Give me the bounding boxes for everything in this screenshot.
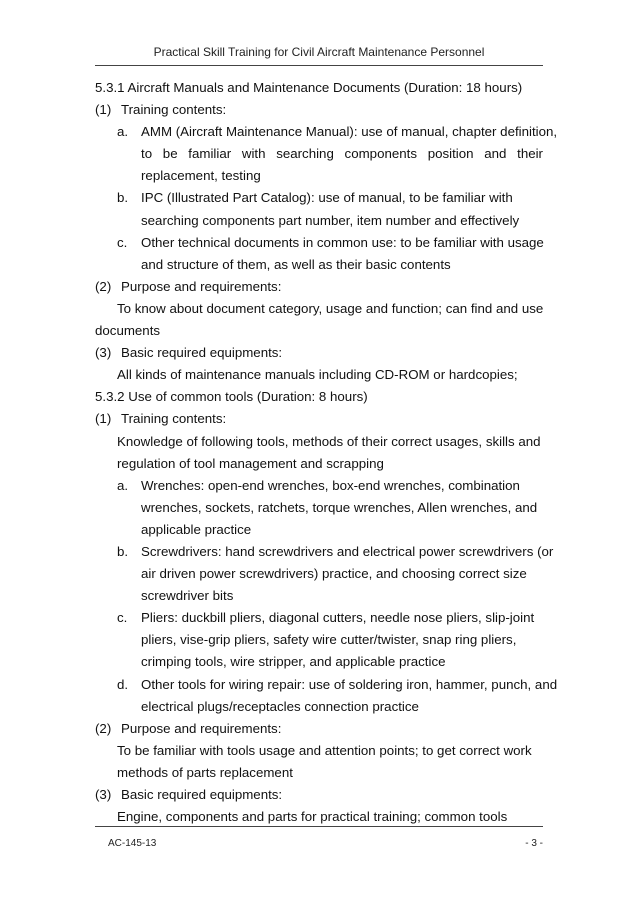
subsection-label: Training contents: bbox=[121, 102, 227, 118]
list-marker: (1) bbox=[95, 102, 112, 118]
text-line: Pliers: duckbill pliers, diagonal cutters, needle nose pliers, slip-joint bbox=[141, 610, 535, 626]
subsection-label: Purpose and requirements: bbox=[121, 720, 282, 736]
text-line: Other technical documents in common use: to be familiar with usage bbox=[141, 234, 544, 250]
text-line: All kinds of maintenance manuals including CD-ROM or hardcopies; bbox=[117, 367, 518, 383]
section-heading-5-3-2: 5.3.2 Use of common tools (Duration: 8 hours) bbox=[95, 389, 368, 405]
list-item-c bbox=[95, 607, 543, 629]
text-line: wrenches, sockets, ratchets, torque wrenches, Allen wrenches, and bbox=[141, 499, 538, 515]
list-marker: (2) bbox=[95, 278, 112, 294]
text-line: Knowledge of following tools, methods of their correct usages, skills and bbox=[117, 433, 541, 449]
running-header: Practical Skill Training for Civil Aircraft Maintenance Personnel bbox=[153, 45, 485, 59]
text-line: applicable practice bbox=[141, 521, 252, 537]
list-marker: b. bbox=[117, 190, 129, 206]
subsection-equipments bbox=[95, 784, 543, 806]
header-rule bbox=[95, 65, 543, 66]
list-marker: a. bbox=[117, 124, 129, 140]
list-item-c bbox=[95, 232, 543, 254]
subsection-equipments bbox=[95, 342, 543, 364]
list-item-a bbox=[95, 475, 543, 497]
text-line: crimping tools, wire stripper, and applicable practice bbox=[141, 654, 446, 670]
text-line: Other tools for wiring repair: use of soldering iron, hammer, punch, and bbox=[141, 676, 558, 692]
text-line: IPC (Illustrated Part Catalog): use of manual, to be familiar with bbox=[141, 190, 513, 206]
text-line: screwdriver bits bbox=[141, 588, 234, 604]
subsection-training-contents bbox=[95, 99, 543, 121]
list-marker: (1) bbox=[95, 411, 112, 427]
text-line: and structure of them, as well as their basic contents bbox=[141, 256, 451, 272]
list-marker: d. bbox=[117, 676, 129, 692]
list-marker: (3) bbox=[95, 345, 112, 361]
list-item-a bbox=[95, 121, 558, 143]
list-marker: b. bbox=[117, 543, 129, 559]
text-line: Screwdrivers: hand screwdrivers and electrical power screwdrivers (or bbox=[141, 543, 554, 559]
text-line: AMM (Aircraft Maintenance Manual): use of manual, chapter definition, bbox=[141, 124, 558, 140]
text-line: To be familiar with tools usage and attention points; to get correct work bbox=[117, 742, 532, 758]
subsection-label: Training contents: bbox=[121, 411, 227, 427]
text-line: to be familiar with searching components position and their bbox=[141, 146, 543, 162]
list-marker: c. bbox=[117, 610, 128, 626]
subsection-purpose bbox=[95, 718, 543, 740]
list-marker: a. bbox=[117, 477, 129, 493]
text-line: pliers, vise-grip pliers, safety wire cutter/twister, snap ring pliers, bbox=[141, 632, 517, 648]
text-line: methods of parts replacement bbox=[117, 764, 293, 780]
subsection-label: Purpose and requirements: bbox=[121, 278, 282, 294]
text-line: replacement, testing bbox=[141, 168, 261, 184]
text-line: searching components part number, item number and effectively bbox=[141, 212, 520, 228]
subsection-purpose bbox=[95, 276, 543, 298]
list-marker: c. bbox=[117, 234, 128, 250]
text-line: regulation of tool management and scrapping bbox=[117, 455, 384, 471]
text-line: To know about document category, usage and function; can find and use bbox=[117, 300, 544, 316]
list-item-d bbox=[95, 674, 558, 696]
text-line: electrical plugs/receptacles connection practice bbox=[141, 698, 419, 714]
subsection-label: Basic required equipments: bbox=[121, 345, 283, 361]
list-item-b bbox=[95, 187, 543, 209]
text-line: documents bbox=[95, 323, 161, 339]
document-id: AC-145-13 bbox=[108, 838, 157, 849]
subsection-training-contents bbox=[95, 408, 543, 430]
list-marker: (3) bbox=[95, 787, 112, 802]
subsection-label: Basic required equipments: bbox=[121, 787, 283, 802]
text-line: Wrenches: open-end wrenches, box-end wrenches, combination bbox=[141, 477, 520, 493]
list-item-b bbox=[95, 541, 554, 563]
text-line: Engine, components and parts for practical training; common tools bbox=[117, 809, 508, 825]
footer-rule bbox=[95, 826, 543, 827]
list-marker: (2) bbox=[95, 720, 112, 736]
section-heading-5-3-1: 5.3.1 Aircraft Manuals and Maintenance Documents (Duration: 18 hours) bbox=[95, 80, 523, 95]
page-number: - 3 - bbox=[525, 838, 543, 849]
text-line: air driven power screwdrivers) practice, and choosing correct size bbox=[141, 566, 527, 582]
document-body bbox=[95, 77, 558, 828]
